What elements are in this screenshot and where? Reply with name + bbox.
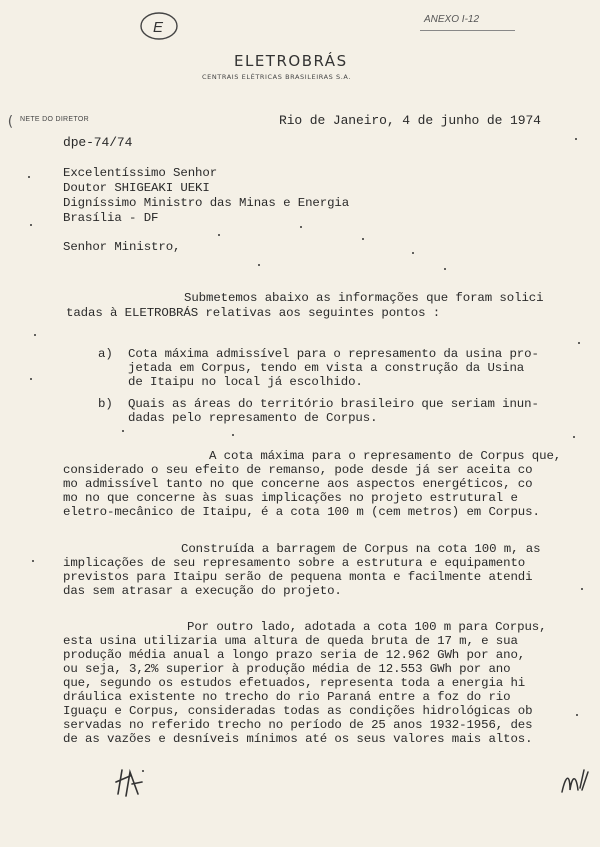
scan-speck bbox=[122, 430, 124, 432]
paragraph-line: mo no que concerne às suas implicações no projeto estrutural e bbox=[63, 491, 518, 505]
addressee-line: Brasília - DF bbox=[63, 211, 159, 225]
paragraph-line: Por outro lado, adotada a cota 100 m para Corpus, bbox=[187, 620, 547, 634]
paragraph-line: das sem atrasar a execução do projeto. bbox=[63, 584, 342, 598]
intro-line: Submetemos abaixo as informações que foram solici bbox=[184, 291, 544, 305]
item-a-line: de Itaipu no local já escolhido. bbox=[128, 375, 363, 389]
paragraph-line: previstos para Itaipu serão de pequena monta e facilmente atendi bbox=[63, 570, 533, 584]
letterhead-subtitle: CENTRAIS ELÉTRICAS BRASILEIRAS S.A. bbox=[202, 73, 352, 81]
paragraph-line: eletro-mecânico de Itaipu, é a cota 100 m (cem metros) em Corpus. bbox=[63, 505, 540, 519]
paragraph-line: implicações de seu represamento sobre a estrutura e equipamento bbox=[63, 556, 526, 570]
paragraph-line: A cota máxima para o represamento de Corpus que, bbox=[209, 449, 562, 463]
handwritten-initials-left bbox=[112, 764, 146, 800]
scan-speck bbox=[573, 436, 575, 438]
annex-note: ANEXO I-12 bbox=[424, 14, 480, 25]
item-b-marker: b) bbox=[98, 397, 113, 411]
addressee-line: Excelentíssimo Senhor bbox=[63, 166, 218, 180]
paragraph-line: Construída a barragem de Corpus na cota 100 m, as bbox=[181, 542, 541, 556]
scan-speck bbox=[300, 226, 302, 228]
paragraph-line: esta usina utilizaria uma altura de queda bruta de 17 m, e sua bbox=[63, 634, 518, 648]
margin-bracket: ( bbox=[6, 114, 15, 130]
paragraph-max-elevation bbox=[63, 449, 561, 519]
intro-paragraph bbox=[66, 291, 543, 321]
item-b-line: dadas pelo represamento de Corpus. bbox=[128, 411, 378, 425]
handwritten-initials-right bbox=[558, 764, 592, 798]
scan-speck bbox=[258, 264, 260, 266]
scan-speck bbox=[28, 176, 30, 178]
addressee-line: Digníssimo Ministro das Minas e Energia bbox=[63, 196, 350, 210]
paragraph-energy-production bbox=[63, 620, 546, 746]
item-b-line: Quais as áreas do território brasileiro que seriam inun- bbox=[128, 397, 539, 411]
paragraph-line: considerado o seu efeito de remanso, pode desde já ser aceita co bbox=[63, 463, 533, 477]
paragraph-line: servadas no referido trecho no período de 25 anos 1932-1956, des bbox=[63, 718, 533, 732]
paragraph-line: produção média anual a longo prazo seria de 12.962 GWh por ano, bbox=[63, 648, 526, 662]
scan-speck bbox=[581, 588, 583, 590]
scan-speck bbox=[32, 560, 34, 562]
scan-speck bbox=[412, 252, 414, 254]
addressee-block bbox=[63, 166, 349, 226]
scan-speck bbox=[30, 378, 32, 380]
scan-speck bbox=[444, 268, 446, 270]
scan-speck bbox=[576, 714, 578, 716]
paragraph-line: mo admissível tanto no que concerne aos aspectos energéticos, co bbox=[63, 477, 533, 491]
department-label: NETE DO DIRETOR bbox=[20, 116, 89, 123]
scan-speck bbox=[34, 334, 36, 336]
paragraph-line: que, segundo os estudos efetuados, representa toda a energia hi bbox=[63, 676, 526, 690]
intro-line: tadas à ELETROBRÁS relativas aos seguintes pontos : bbox=[66, 306, 441, 320]
item-a-line: Cota máxima admissível para o represamento da usina pro- bbox=[128, 347, 539, 361]
item-b-text bbox=[128, 397, 539, 425]
annex-underline bbox=[420, 30, 515, 31]
scan-speck bbox=[232, 434, 234, 436]
paragraph-line: de as vazões e desníveis mínimos até os seus valores mais altos. bbox=[63, 732, 533, 746]
circle-mark-letter: E bbox=[153, 19, 164, 36]
scan-speck bbox=[218, 234, 220, 236]
scan-speck bbox=[575, 138, 577, 140]
item-a-marker: a) bbox=[98, 347, 113, 361]
salutation: Senhor Ministro, bbox=[63, 240, 181, 254]
scan-speck bbox=[362, 238, 364, 240]
paragraph-line: ou seja, 3,2% superior à produção média de 12.553 GWh por ano bbox=[63, 662, 511, 676]
addressee-line: Doutor SHIGEAKI UEKI bbox=[63, 181, 210, 195]
paragraph-line: Iguaçu e Corpus, consideradas todas as condições hidrológicas ob bbox=[63, 704, 533, 718]
circled-letter-mark bbox=[138, 10, 180, 42]
paragraph-line: dráulica existente no trecho do rio Paraná entre a foz do rio bbox=[63, 690, 511, 704]
letter-date: Rio de Janeiro, 4 de junho de 1974 bbox=[279, 113, 541, 128]
item-a-text bbox=[128, 347, 539, 389]
item-a-line: jetada em Corpus, tendo em vista a construção da Usina bbox=[128, 361, 525, 375]
scan-speck bbox=[578, 342, 580, 344]
reference-number: dpe-74/74 bbox=[63, 135, 133, 150]
letterhead-logo: ELETROBRÁS bbox=[234, 52, 348, 70]
paragraph-dam-construction bbox=[63, 542, 540, 598]
scan-speck bbox=[142, 770, 144, 772]
scan-speck bbox=[30, 224, 32, 226]
